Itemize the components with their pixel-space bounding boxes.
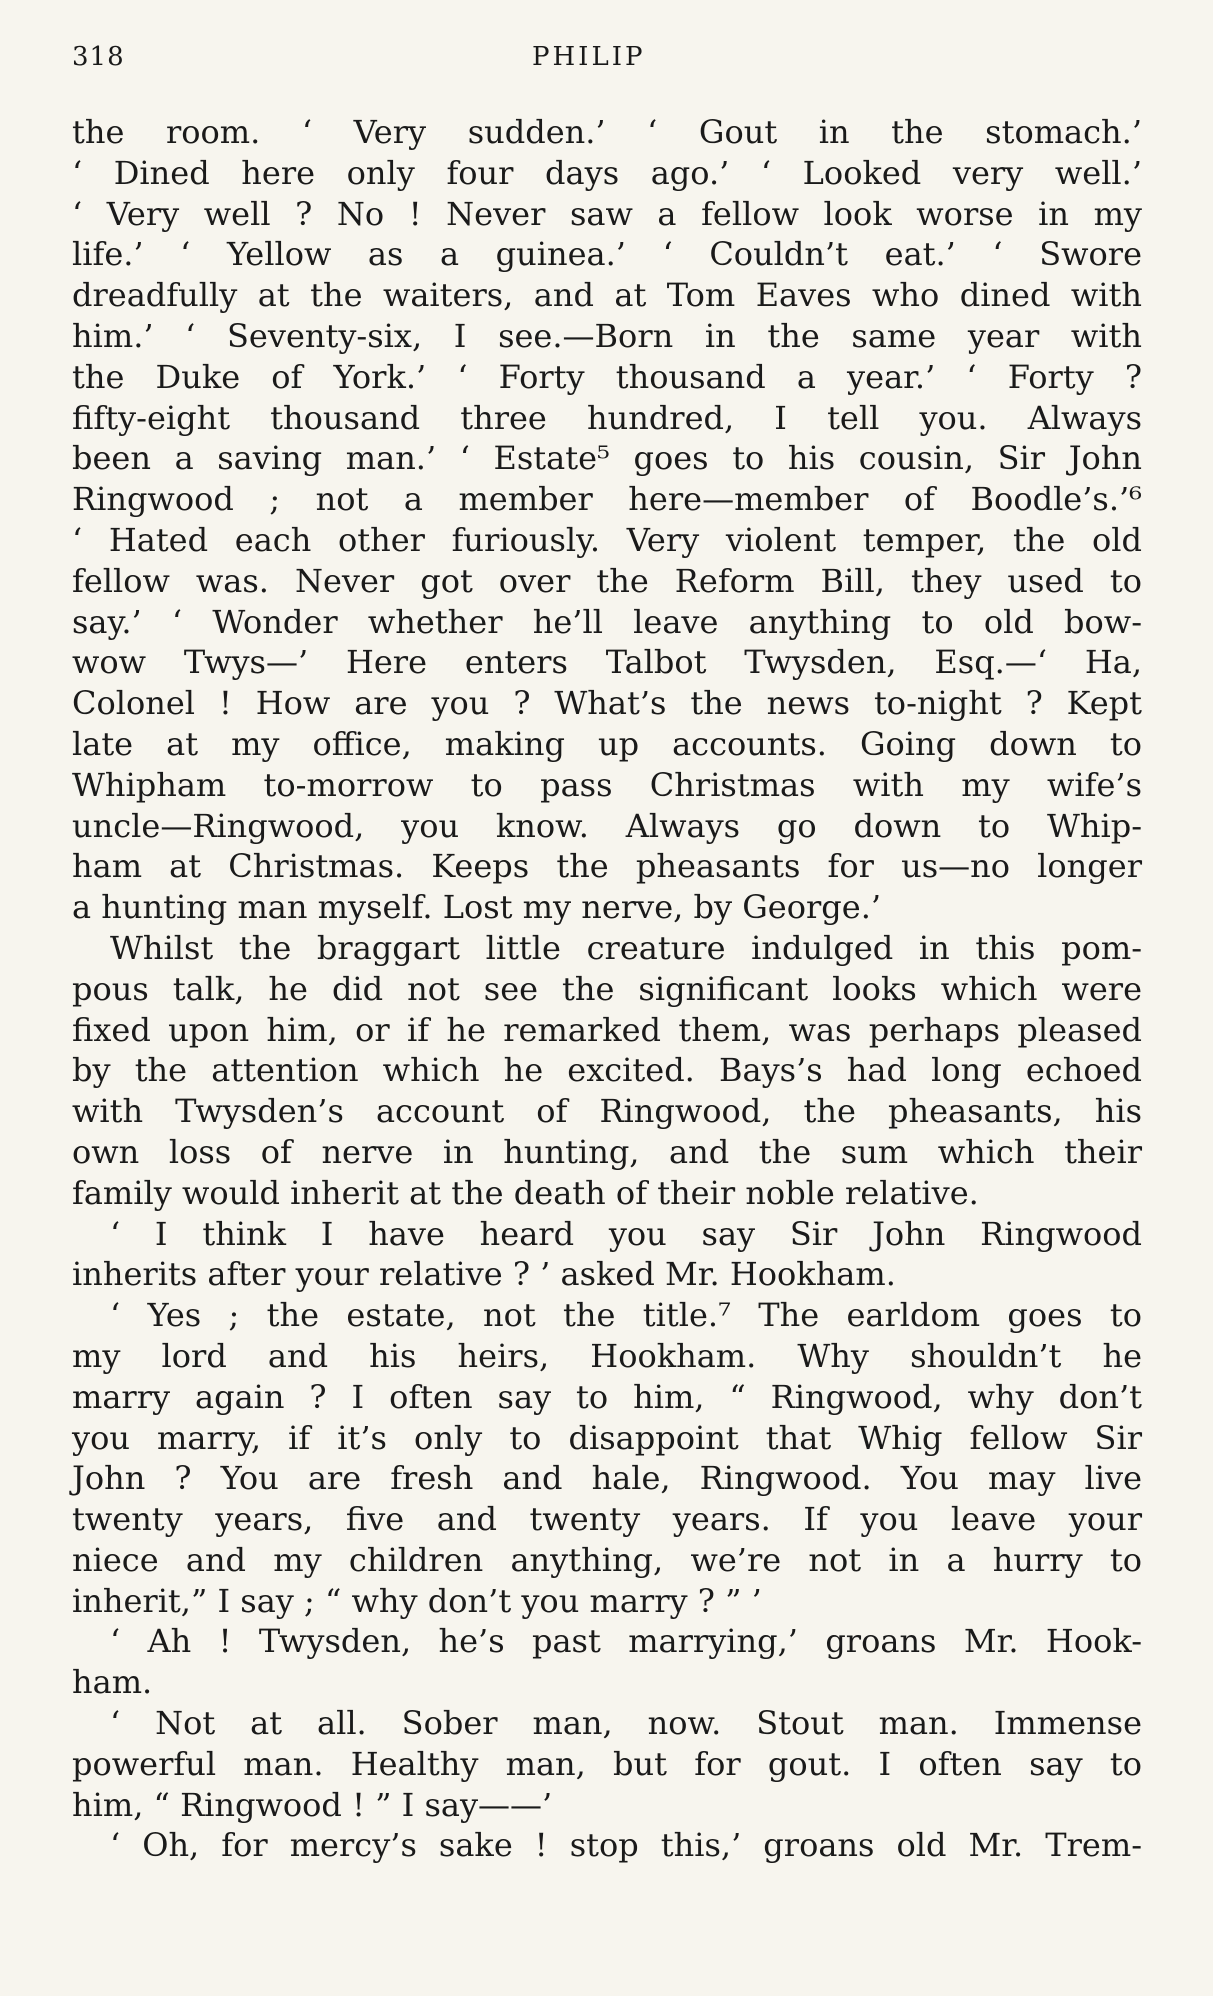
text-line: life.’ ‘ Yellow as a guinea.’ ‘ Couldn’t eat.’ ‘ Swore <box>72 235 1142 274</box>
text-line: powerful man. Healthy man, but for gout. I often say to <box>72 1744 1142 1783</box>
text-line: Colonel ! How are you ? What’s the news to-night ? Kept <box>72 684 1142 723</box>
text-line: uncle—Ringwood, you know. Always go down to Whip- <box>72 806 1142 845</box>
text-line: John ? You are fresh and hale, Ringwood. You may live <box>72 1459 1142 1498</box>
text-line: Whilst the braggart little creature indulged in this pom- <box>110 928 1142 967</box>
text-line: ‘ Yes ; the estate, not the title.⁷ The earldom goes to <box>110 1296 1142 1335</box>
text-line: ‘ Ah ! Twysden, he’s past marrying,’ groans Mr. Hook- <box>110 1622 1142 1661</box>
page-number: 318 <box>72 42 125 72</box>
text-line: inherit,” I say ; “ why don’t you marry ? ” ’ <box>72 1581 762 1620</box>
text-line: ham at Christmas. Keeps the pheasants for us—no longer <box>72 847 1142 886</box>
text-line: ‘ Oh, for mercy’s sake ! stop this,’ groans old Mr. Trem- <box>110 1826 1142 1865</box>
text-line: by the attention which he excited. Bays’s had long echoed <box>72 1051 1142 1090</box>
text-line: late at my office, making up accounts. Going down to <box>72 724 1142 763</box>
text-line: wow Twys—’ Here enters Talbot Twysden, Esq.—‘ Ha, <box>72 643 1142 682</box>
text-line: marry again ? I often say to him, “ Ringwood, why don’t <box>72 1377 1142 1416</box>
text-line: dreadfully at the waiters, and at Tom Eaves who dined with <box>72 276 1142 315</box>
text-line: fellow was. Never got over the Reform Bill, they used to <box>72 561 1142 600</box>
text-line: a hunting man myself. Lost my nerve, by George.’ <box>72 888 882 927</box>
text-line: ‘ Hated each other furiously. Very violent temper, the old <box>72 520 1142 559</box>
text-line: own loss of nerve in hunting, and the sum which their <box>72 1132 1142 1171</box>
text-line: ham. <box>72 1663 153 1702</box>
text-line: fixed upon him, or if he remarked them, was perhaps pleased <box>72 1010 1142 1049</box>
text-line: Whipham to-morrow to pass Christmas with my wife’s <box>72 765 1142 804</box>
text-line: been a saving man.’ ‘ Estate⁵ goes to his cousin, Sir John <box>72 439 1142 478</box>
text-line: ‘ Dined here only four days ago.’ ‘ Looked very well.’ <box>72 153 1142 192</box>
text-line: twenty years, five and twenty years. If you leave your <box>72 1500 1142 1539</box>
text-line: my lord and his heirs, Hookham. Why shouldn’t he <box>72 1336 1142 1375</box>
running-head-title: PHILIP <box>532 42 646 72</box>
body-text <box>72 112 1142 1866</box>
text-line: him.’ ‘ Seventy-six, I see.—Born in the same year with <box>72 316 1142 355</box>
text-line: Ringwood ; not a member here—member of Boodle’s.’⁶ <box>72 480 1142 519</box>
text-line: ‘ Very well ? No ! Never saw a fellow look worse in my <box>72 194 1142 233</box>
text-line: you marry, if it’s only to disappoint that Whig fellow Sir <box>72 1418 1142 1457</box>
text-line: family would inherit at the death of their noble relative. <box>72 1173 979 1212</box>
text-line: the Duke of York.’ ‘ Forty thousand a year.’ ‘ Forty ? <box>72 357 1142 396</box>
text-line: niece and my children anything, we’re not in a hurry to <box>72 1540 1142 1579</box>
text-line: ‘ I think I have heard you say Sir John Ringwood <box>110 1214 1142 1253</box>
text-line: pous talk, he did not see the significant looks which were <box>72 969 1142 1008</box>
text-line: inherits after your relative ? ’ asked Mr. Hookham. <box>72 1255 896 1294</box>
text-line: ‘ Not at all. Sober man, now. Stout man. Immense <box>110 1704 1142 1743</box>
text-line: him, “ Ringwood ! ” I say——’ <box>72 1785 553 1824</box>
text-line: with Twysden’s account of Ringwood, the pheasants, his <box>72 1092 1142 1131</box>
text-line: the room. ‘ Very sudden.’ ‘ Gout in the stomach.’ <box>72 113 1142 151</box>
text-line: fifty-eight thousand three hundred, I tell you. Always <box>72 398 1142 437</box>
text-line: say.’ ‘ Wonder whether he’ll leave anything to old bow- <box>72 602 1142 641</box>
